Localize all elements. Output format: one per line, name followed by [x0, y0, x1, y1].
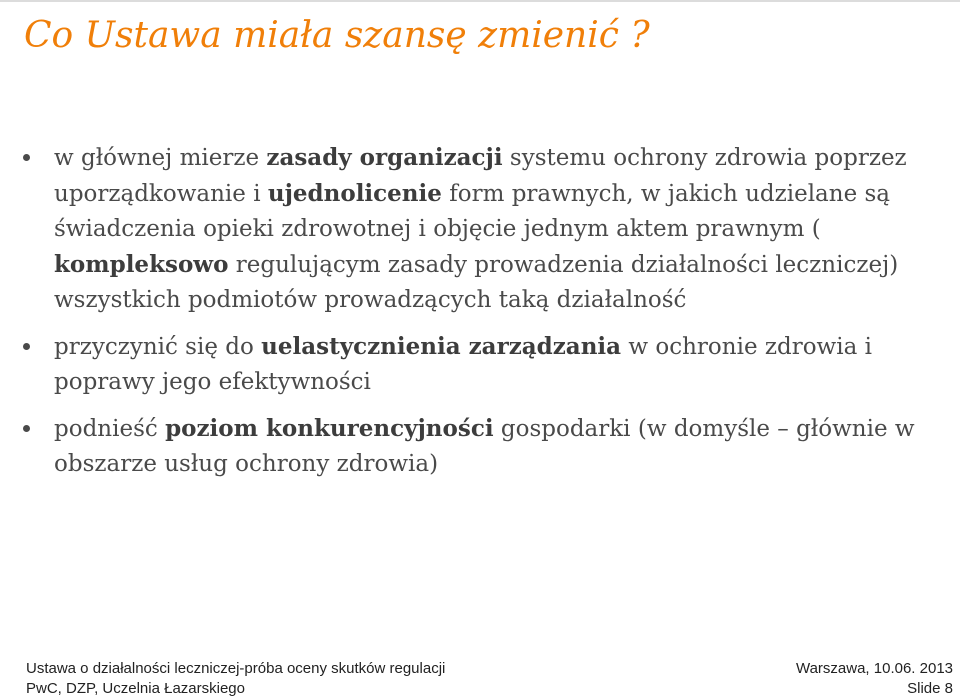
emphasized-text: uelastycznienia zarządzania	[261, 333, 622, 360]
slide-number: Slide 8	[907, 680, 953, 697]
bullet-text: regulującym zasady prowadzenia działalności leczniczej) wszystkich podmiotów prowadzących taką działalność	[54, 252, 899, 313]
bullet-text: w ochronie zdrowia i poprawy jego efektywności	[54, 334, 872, 395]
bullet-text: gospodarki (w domyśle – głównie w obszarze usług ochrony zdrowia)	[54, 416, 915, 477]
bullet-text: form prawnych, w jakich udzielane są świadczenia opieki zdrowotnej i objęcie jednym aktem prawnym (	[54, 181, 891, 242]
bullet-item	[16, 411, 926, 482]
slide-title: Co Ustawa miała szansę zmienić ?	[24, 15, 650, 56]
footer-line-2	[0, 679, 960, 699]
bullet-text: systemu ochrony zdrowia poprzez uporządkowanie i	[54, 145, 907, 207]
footer-line-1	[0, 659, 960, 679]
top-divider	[0, 0, 960, 2]
footer-date: Warszawa, 10.06. 2013	[795, 660, 953, 677]
bullet-list	[16, 140, 926, 493]
emphasized-text: ujednolicenie	[267, 180, 442, 207]
emphasized-text: poziom konkurencyjności	[165, 415, 494, 442]
bullet-item	[16, 140, 926, 318]
footer-presentation-title: Ustawa o działalności leczniczej-próba oceny skutków regulacji	[26, 660, 446, 677]
emphasized-text: kompleksowo	[54, 251, 229, 278]
bullet-text: podnieść	[54, 416, 166, 442]
emphasized-text: zasady organizacji	[266, 144, 503, 171]
bullet-text: przyczynić się do	[54, 334, 262, 360]
footer-authors: PwC, DZP, Uczelnia Łazarskiego	[26, 680, 245, 697]
bullet-text: w głównej mierze	[54, 145, 267, 171]
bullet-item	[16, 329, 926, 400]
